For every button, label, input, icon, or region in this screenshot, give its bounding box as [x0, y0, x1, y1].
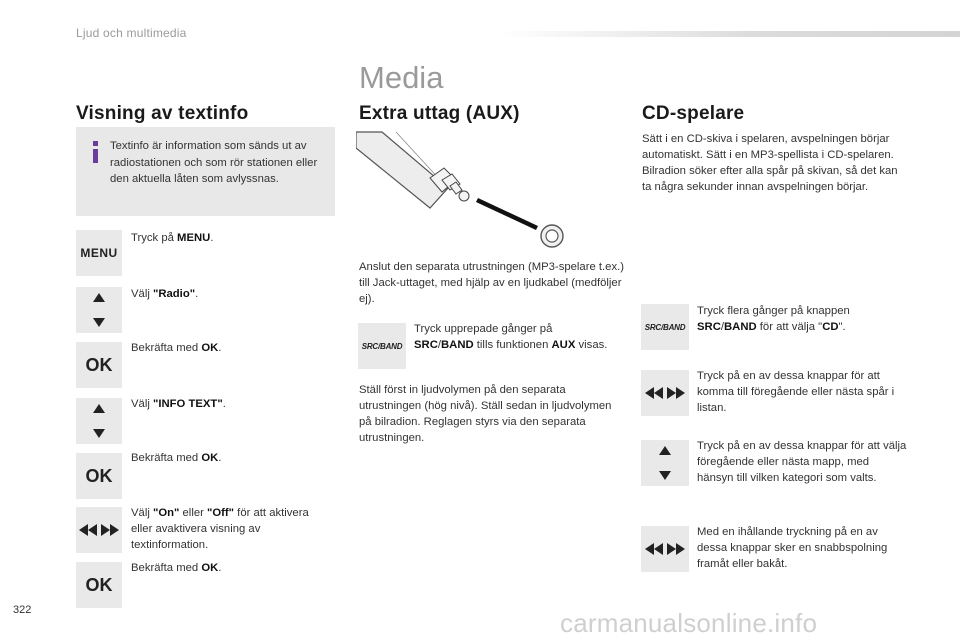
seek-key	[641, 370, 689, 416]
menu-key-label: MENU	[80, 246, 118, 260]
seek-key	[76, 507, 122, 553]
section-header: Ljud och multimedia	[76, 26, 187, 40]
step-text: Välj "Radio".	[131, 288, 199, 300]
menu-key	[76, 230, 122, 276]
aux-src-text: Tryck upprepade gånger på SRC/BAND tills funktionen AUX visas.	[414, 323, 608, 351]
step-text: Välj "INFO TEXT".	[131, 398, 226, 410]
ok-key	[76, 342, 122, 388]
seek-arrows-icon	[641, 370, 689, 416]
src-band-key-label: SRC/BAND	[361, 341, 403, 351]
page-title: Media	[359, 60, 444, 95]
src-band-key-label: SRC/BAND	[644, 322, 686, 332]
ok-key	[76, 562, 122, 608]
up-down-key	[641, 440, 689, 486]
seek-arrows-icon	[641, 526, 689, 572]
cd-src-text: Tryck flera gånger på knappen SRC/BAND för att välja "CD".	[697, 305, 850, 333]
ok-key	[76, 453, 122, 499]
up-down-arrows-icon	[76, 287, 122, 333]
ok-key-label: OK	[85, 465, 113, 486]
seek-key	[641, 526, 689, 572]
aux-connect-text: Anslut den separata utrustningen (MP3-spelare t.ex.) till Jack-uttaget, med hjälp av en ljudkabel (medföljer ej).	[359, 261, 624, 305]
step-text: Bekräfta med OK.	[131, 562, 222, 574]
up-down-arrows-icon	[641, 440, 689, 486]
cd-fast-forward-text: Med en ihållande tryckning på en av dessa knappar sker en snabbspolning framåt eller bakåt.	[697, 526, 888, 570]
ok-key-label: OK	[85, 574, 113, 595]
step-text: Bekräfta med OK.	[131, 452, 222, 464]
seek-arrows-icon	[76, 507, 122, 553]
aux-volume-text: Ställ först in ljudvolymen på den separata utrustningen (hög nivå). Ställ sedan in ljudvolymen på bilradion. Reglagen styrs via den separata utrustningen.	[359, 384, 612, 444]
step-text: Tryck på MENU.	[131, 232, 214, 244]
page-number: 322	[13, 604, 32, 616]
cd-seek-text: Tryck på en av dessa knappar för att komma till föregående eller nästa spår i listan.	[697, 370, 895, 414]
info-text: Textinfo är information som sänds ut av radiostationen och som rör stationen eller den aktuella låten som avlyssnas.	[110, 140, 318, 185]
heading-text-info: Visning av textinfo	[76, 103, 249, 124]
watermark: carmanualsonline.info	[560, 608, 818, 638]
header-rule	[498, 31, 960, 37]
up-down-key	[76, 398, 122, 444]
up-down-arrows-icon	[76, 398, 122, 444]
step-text: Bekräfta med OK.	[131, 342, 222, 354]
cd-folder-text: Tryck på en av dessa knappar för att välja föregående eller nästa mapp, med hänsyn till vilken kategori som valts.	[697, 440, 907, 484]
info-icon	[88, 141, 102, 163]
up-down-key	[76, 287, 122, 333]
cd-intro-text: Sätt i en CD-skiva i spelaren, avspelningen börjar automatiskt. Sätt i en MP3-spellista i CD-spelaren. Bilradion söker efter alla spår på skivan, så det kan ta några sekunder innan avspelningen börjar.	[642, 133, 898, 193]
src-band-key	[358, 323, 406, 369]
step-text: Välj "On" eller "Off" för att aktivera eller avaktivera visning av textinformation.	[131, 507, 309, 551]
src-band-key	[641, 304, 689, 350]
jack-plug-illustration	[356, 130, 576, 250]
ok-key-label: OK	[85, 354, 113, 375]
heading-cd: CD-spelare	[642, 103, 745, 124]
heading-aux: Extra uttag (AUX)	[359, 103, 520, 124]
